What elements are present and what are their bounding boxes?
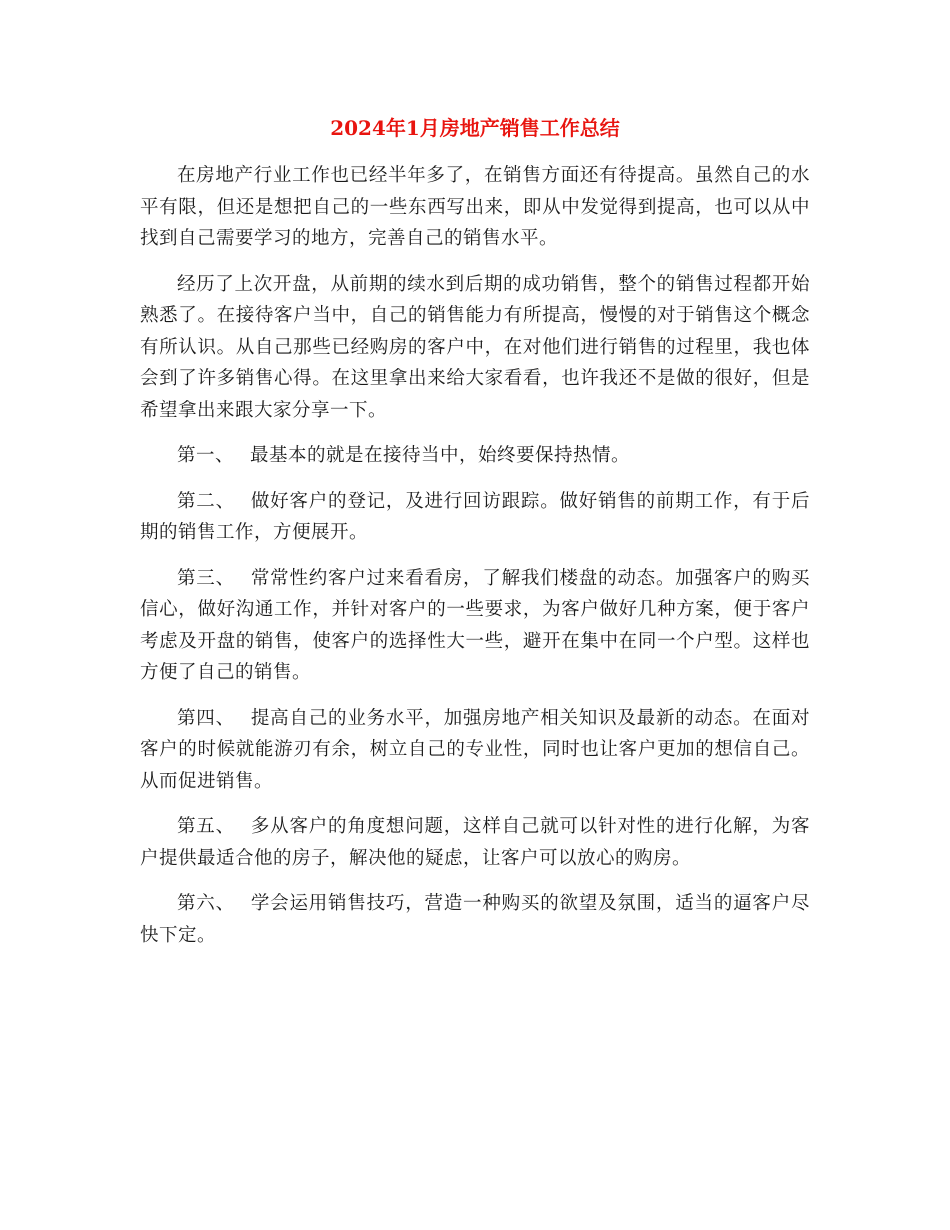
list-item-label: 第三、	[177, 567, 235, 589]
document-body	[140, 160, 810, 965]
list-item-text: 常常性约客户过来看看房，了解我们楼盘的动态。加强客户的购买信心，做好沟通工作，并针对客户的一些要求，为客户做好几种方案，便于客户考虑及开盘的销售，使客户的选择性大一些，避开在集中在同一个户型。这样也方便了自己的销售。	[140, 567, 810, 683]
list-item-2	[140, 486, 810, 549]
document-title: 2024年1月房地产销售工作总结	[330, 116, 620, 140]
list-item-label: 第一、	[177, 445, 235, 466]
list-item-4	[140, 703, 810, 798]
list-item-3	[140, 563, 810, 689]
list-item-text: 做好客户的登记，及进行回访跟踪。做好销售的前期工作，有于后期的销售工作，方便展开。	[140, 490, 810, 543]
list-item-label: 第五、	[177, 816, 235, 837]
list-item-label: 第四、	[177, 707, 235, 729]
list-item-label: 第二、	[177, 490, 235, 512]
intro-paragraph-2: 经历了上次开盘，从前期的续水到后期的成功销售，整个的销售过程都开始熟悉了。在接待客户当中，自己的销售能力有所提高，慢慢的对于销售这个概念有所认识。从自己那些已经购房的客户中，在对他们进行销售的过程里，我也体会到了许多销售心得。在这里拿出来给大家看看，也许我还不是做的很好，但是希望拿出来跟大家分享一下。	[140, 273, 810, 421]
list-item-1	[140, 440, 810, 472]
list-item-label: 第六、	[177, 893, 235, 914]
list-item-text: 学会运用销售技巧，营造一种购买的欲望及氛围，适当的逼客户尽快下定。	[140, 893, 810, 946]
intro-paragraph-1: 在房地产行业工作也已经半年多了，在销售方面还有待提高。虽然自己的水平有限，但还是想把自己的一些东西写出来，即从中发觉得到提高，也可以从中找到自己需要学习的地方，完善自己的销售水平。	[140, 165, 810, 249]
list-item-text: 最基本的就是在接待当中，始终要保持热情。	[250, 445, 631, 466]
list-item-6	[140, 888, 810, 951]
list-item-5	[140, 811, 810, 874]
list-item-text: 多从客户的角度想问题，这样自己就可以针对性的进行化解，为客户提供最适合他的房子，解决他的疑虑，让客户可以放心的购房。	[140, 816, 810, 869]
list-item-text: 提高自己的业务水平，加强房地产相关知识及最新的动态。在面对客户的时候就能游刃有余，树立自己的专业性，同时也让客户更加的想信自己。从而促进销售。	[140, 707, 810, 792]
